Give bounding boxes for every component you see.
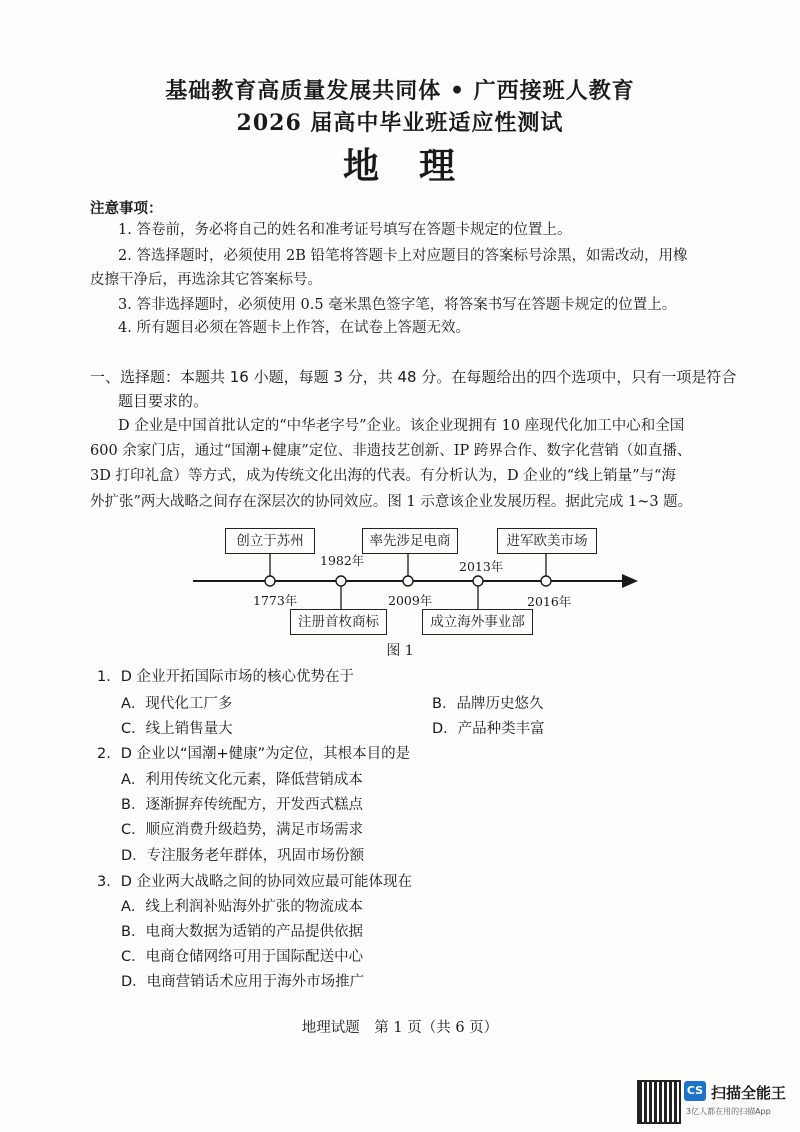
notice-line: 皮擦干净后，再选涂其它答案标号。 [90,272,322,288]
timeline-event-western-markets: 进军欧美市场 [497,528,597,554]
passage-line: 外扩张”两大战略之间存在深层次的协同效应。图 1 示意该企业发展历程。据此完成 1~3 题。 [90,494,693,510]
notice-line: 1. 答卷前，务必将自己的姓名和准考证号填写在答题卡规定的位置上。 [118,222,572,238]
question-option: A．现代化工厂多 [121,696,233,712]
timeline-event-founded: 创立于苏州 [225,528,315,554]
question-option: A．利用传统文化元素，降低营销成本 [121,772,363,788]
question-option: B．电商大数据为适销的产品提供依据 [121,924,363,940]
exam-header-line2: 2026 届高中毕业班适应性测试 [236,110,564,136]
question-option: C．电商仓储网络可用于国际配送中心 [121,949,364,965]
question-option: D．专注服务老年群体，巩固市场份额 [121,848,365,864]
year-label: 1773年 [253,593,298,608]
watermark-brand: 扫描全能王 [711,1084,787,1102]
timeline-event-ecommerce: 率先涉足电商 [362,528,458,554]
exam-header-line1: 基础教育高质量发展共同体 • 广西接班人教育 [165,78,635,104]
year-label: 2016年 [527,594,572,609]
question-option: C．线上销售量大 [121,721,233,737]
timeline-event-trademark: 注册首枚商标 [290,609,387,635]
section-heading-cont: 题目要求的。 [118,392,209,410]
year-label: 2009年 [388,593,433,608]
question-option: B．逐渐摒弃传统配方，开发西式糕点 [121,797,363,813]
passage-line: 600 余家门店，通过“国潮+健康”定位、非遗技艺创新、IP 跨界合作、数字化营销（如直播、 [90,443,692,459]
timeline-event-overseas-division: 成立海外事业部 [422,609,533,635]
qr-code-icon [637,1080,681,1124]
question-option: A．线上利润补贴海外扩张的物流成本 [121,899,363,915]
question-stem: 3．D 企业两大战略之间的协同效应最可能体现在 [97,874,412,890]
year-label: 1982年 [320,553,365,568]
subject-title: 地 理 [342,145,457,187]
page-footer: 地理试题 第 1 页（共 6 页） [301,1020,499,1036]
question-option: D．产品种类丰富 [432,721,545,737]
question-option: B．品牌历史悠久 [432,696,544,712]
figure-caption: 图 1 [386,643,414,659]
notice-line: 4. 所有题目必须在答题卡上作答，在试卷上答题无效。 [118,320,470,336]
question-option: C．顺应消费升级趋势，满足市场需求 [121,822,364,838]
passage-line: 3D 打印礼盒）等方式，成为传统文化出海的代表。有分析认为，D 企业的“线上销量”与“海 [90,468,676,484]
section-heading: 一、选择题：本题共 16 小题，每题 3 分，共 48 分。在每题给出的四个选项中，只有一项是符合 [90,368,737,386]
question-option: D．电商营销话术应用于海外市场推广 [121,974,365,990]
question-stem: 2．D 企业以“国潮+健康”为定位，其根本目的是 [97,746,411,762]
notice-line: 3. 答非选择题时，必须使用 0.5 毫米黑色签字笔，将答案书写在答题卡规定的位置上。 [118,297,677,313]
camscanner-logo-icon: CS [684,1081,706,1101]
year-label: 2013年 [459,559,504,574]
watermark-tagline: 3亿人都在用的扫描App [686,1107,771,1116]
notice-title: 注意事项： [90,200,163,217]
question-stem: 1．D 企业开拓国际市场的核心优势在于 [97,669,354,685]
passage-line: D 企业是中国首批认定的“中华老字号”企业。该企业现拥有 10 座现代化加工中心和全国 [118,418,685,434]
notice-line: 2. 答选择题时，必须使用 2B 铅笔将答题卡上对应题目的答案标号涂黑，如需改动，用橡 [118,248,688,264]
